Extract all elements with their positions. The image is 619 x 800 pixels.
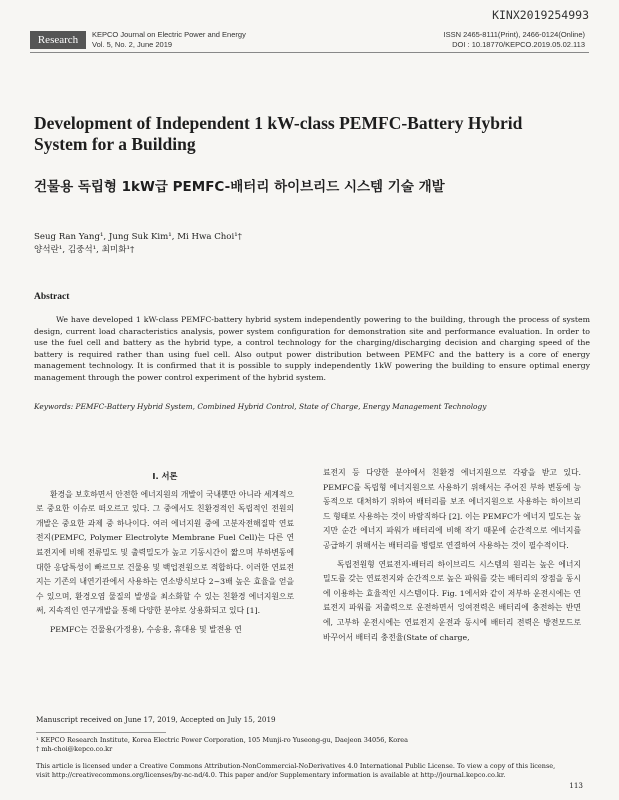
document-id: KINX2019254993 bbox=[492, 8, 589, 22]
license-line: This article is licensed under a Creative Commons Attribution-NonCommercial-NoDerivatives 4.0 International Public License. To view a copy of this license, bbox=[36, 762, 556, 770]
page-number: 113 bbox=[569, 781, 583, 790]
paragraph: 독립전원형 연료전지-배터리 하이브리드 시스템의 원리는 높은 에너지 밀도를 갖는 연료전지와 순간적으로 높은 파워를 갖는 배터리의 장점을 동시에 이용하는 효율적인 시스템이다. Fig. 1에서와 같이 저부하 운전시에는 연료전지 파워를 저출력으로 운전하면서 잉여전력은 배터리에 충전하는 반면에, 고부하 운전시에는 연료전지 운전과 동시에 배터리 전력은 방전모드로 바꾸어서 배터리 충전율(State of charge, bbox=[323, 559, 581, 642]
authors-english: Seug Ran Yang¹, Jung Suk Kim¹, Mi Hwa Choi¹† bbox=[34, 232, 242, 242]
title-english: Development of Independent 1 kW-class PEMFC-Battery Hybrid System for a Building bbox=[34, 113, 523, 154]
journal-name: KEPCO Journal on Electric Power and Energy bbox=[92, 30, 246, 39]
title-korean: 건물용 독립형 1kW급 PEMFC-배터리 하이브리드 시스템 기술 개발 bbox=[34, 179, 445, 195]
body-column-right bbox=[323, 466, 581, 649]
affiliation-footnote: ¹ KEPCO Research Institute, Korea Electric Power Corporation, 105 Munji-ro Yuseong-gu, Daejeon 34056, Korea bbox=[36, 736, 408, 744]
section-heading: I. 서론 bbox=[152, 471, 178, 481]
article-type-badge: Research bbox=[30, 31, 86, 49]
footnotes bbox=[36, 736, 408, 754]
issn: ISSN 2465-8111(Print), 2466-0124(Online) bbox=[443, 30, 585, 39]
footnote-divider bbox=[36, 732, 166, 733]
license-line: visit http://creativecommons.org/licenses/by-nc-nd/4.0. This paper and/or Supplementary information is available at http://journal.kepco.co.kr. bbox=[36, 771, 506, 780]
manuscript-dates: Manuscript received on June 17, 2019, Accepted on July 15, 2019 bbox=[36, 715, 276, 724]
doi: DOI : 10.18770/KEPCO.2019.05.02.113 bbox=[452, 40, 585, 49]
issn-doi bbox=[444, 30, 585, 50]
authors-korean: 양석란¹, 김중석¹, 최미화¹† bbox=[34, 245, 135, 255]
paragraph: 환경을 보호하면서 안전한 에너지원의 개발이 국내뿐만 아니라 세계적으로 중요한 이슈로 떠오르고 있다. 그 중에서도 친환경적인 독립적인 전원의 개발은 중요한 과제 중 하나이다. 여러 에너지원 중에 고분자전해질막 연료전지(PEMFC, Polymer Electrolyte Membrane Fuel Cell)는 다른 연료전지에 비해 전류밀도 및 출력밀도가 높고 기동시간이 짧으며 부하변동에 대한 응답특성이 빠르므로 건물용 및 백업전원으로 적합하다. 이러한 연료전지는 기존의 내연기관에서 사용하는 연소방식보다 2~3배 높은 효율을 얻을 수 있으며, 환경오염 물질의 발생을 최소화할 수 있는 친환경 에너지원으로써, 지속적인 연구개발을 통해 다양한 분야로 상용화되고 있다 [1]. bbox=[36, 489, 294, 616]
paragraph: 료전지 등 다양한 분야에서 친환경 에너지원으로 각광을 받고 있다. PEMFC를 독립형 에너지원으로 사용하기 위해서는 주어진 부하 변동에 능동적으로 대처하기 위하여 배터리를 보조 에너지원으로 사용하는 하이브리드 형태로 사용하는 것이 바람직하다 [2]. 이는 PEMFC가 에너지 밀도는 높지만 순간 에너지 파워가 배터리에 비해 작기 때문에 순간적으로 에너지를 공급하기 위해서는 배터리를 병렬로 연결하여 사용하는 것이 필수적이다. bbox=[323, 468, 581, 550]
keywords: Keywords: PEMFC-Battery Hybrid System, Combined Hybrid Control, State of Charge, Energy Management Technology bbox=[34, 402, 487, 411]
journal-info bbox=[92, 30, 246, 50]
author-block bbox=[34, 231, 242, 257]
journal-volume: Vol. 5, No. 2, June 2019 bbox=[92, 40, 173, 49]
abstract-heading: Abstract bbox=[34, 292, 70, 302]
abstract-text: We have developed 1 kW-class PEMFC-battery hybrid system independently powering to the building, through the process of system design, current load characteristics analysis, power system configuration for demonstration site and performance evaluation. In order to use the fuel cell and battery as the hybrid type, a control technology for the charging/discharging decision and charging speed of the battery is required rather than using fuel cell. Also output power distribution between PEMFC and the battery is a core of energy management technology. It is confirmed that it is possible to supply independently 1kW powering the building to ensure optimal energy management through the power control experiment of the hybrid system. bbox=[34, 315, 590, 382]
license-notice bbox=[36, 762, 596, 781]
email-footnote: † mh-choi@kepco.co.kr bbox=[36, 745, 113, 754]
header-divider bbox=[30, 52, 589, 53]
body-column-left bbox=[36, 469, 294, 642]
paragraph: PEMFC는 건물용(가정용), 수송용, 휴대용 및 발전용 연 bbox=[50, 624, 242, 634]
